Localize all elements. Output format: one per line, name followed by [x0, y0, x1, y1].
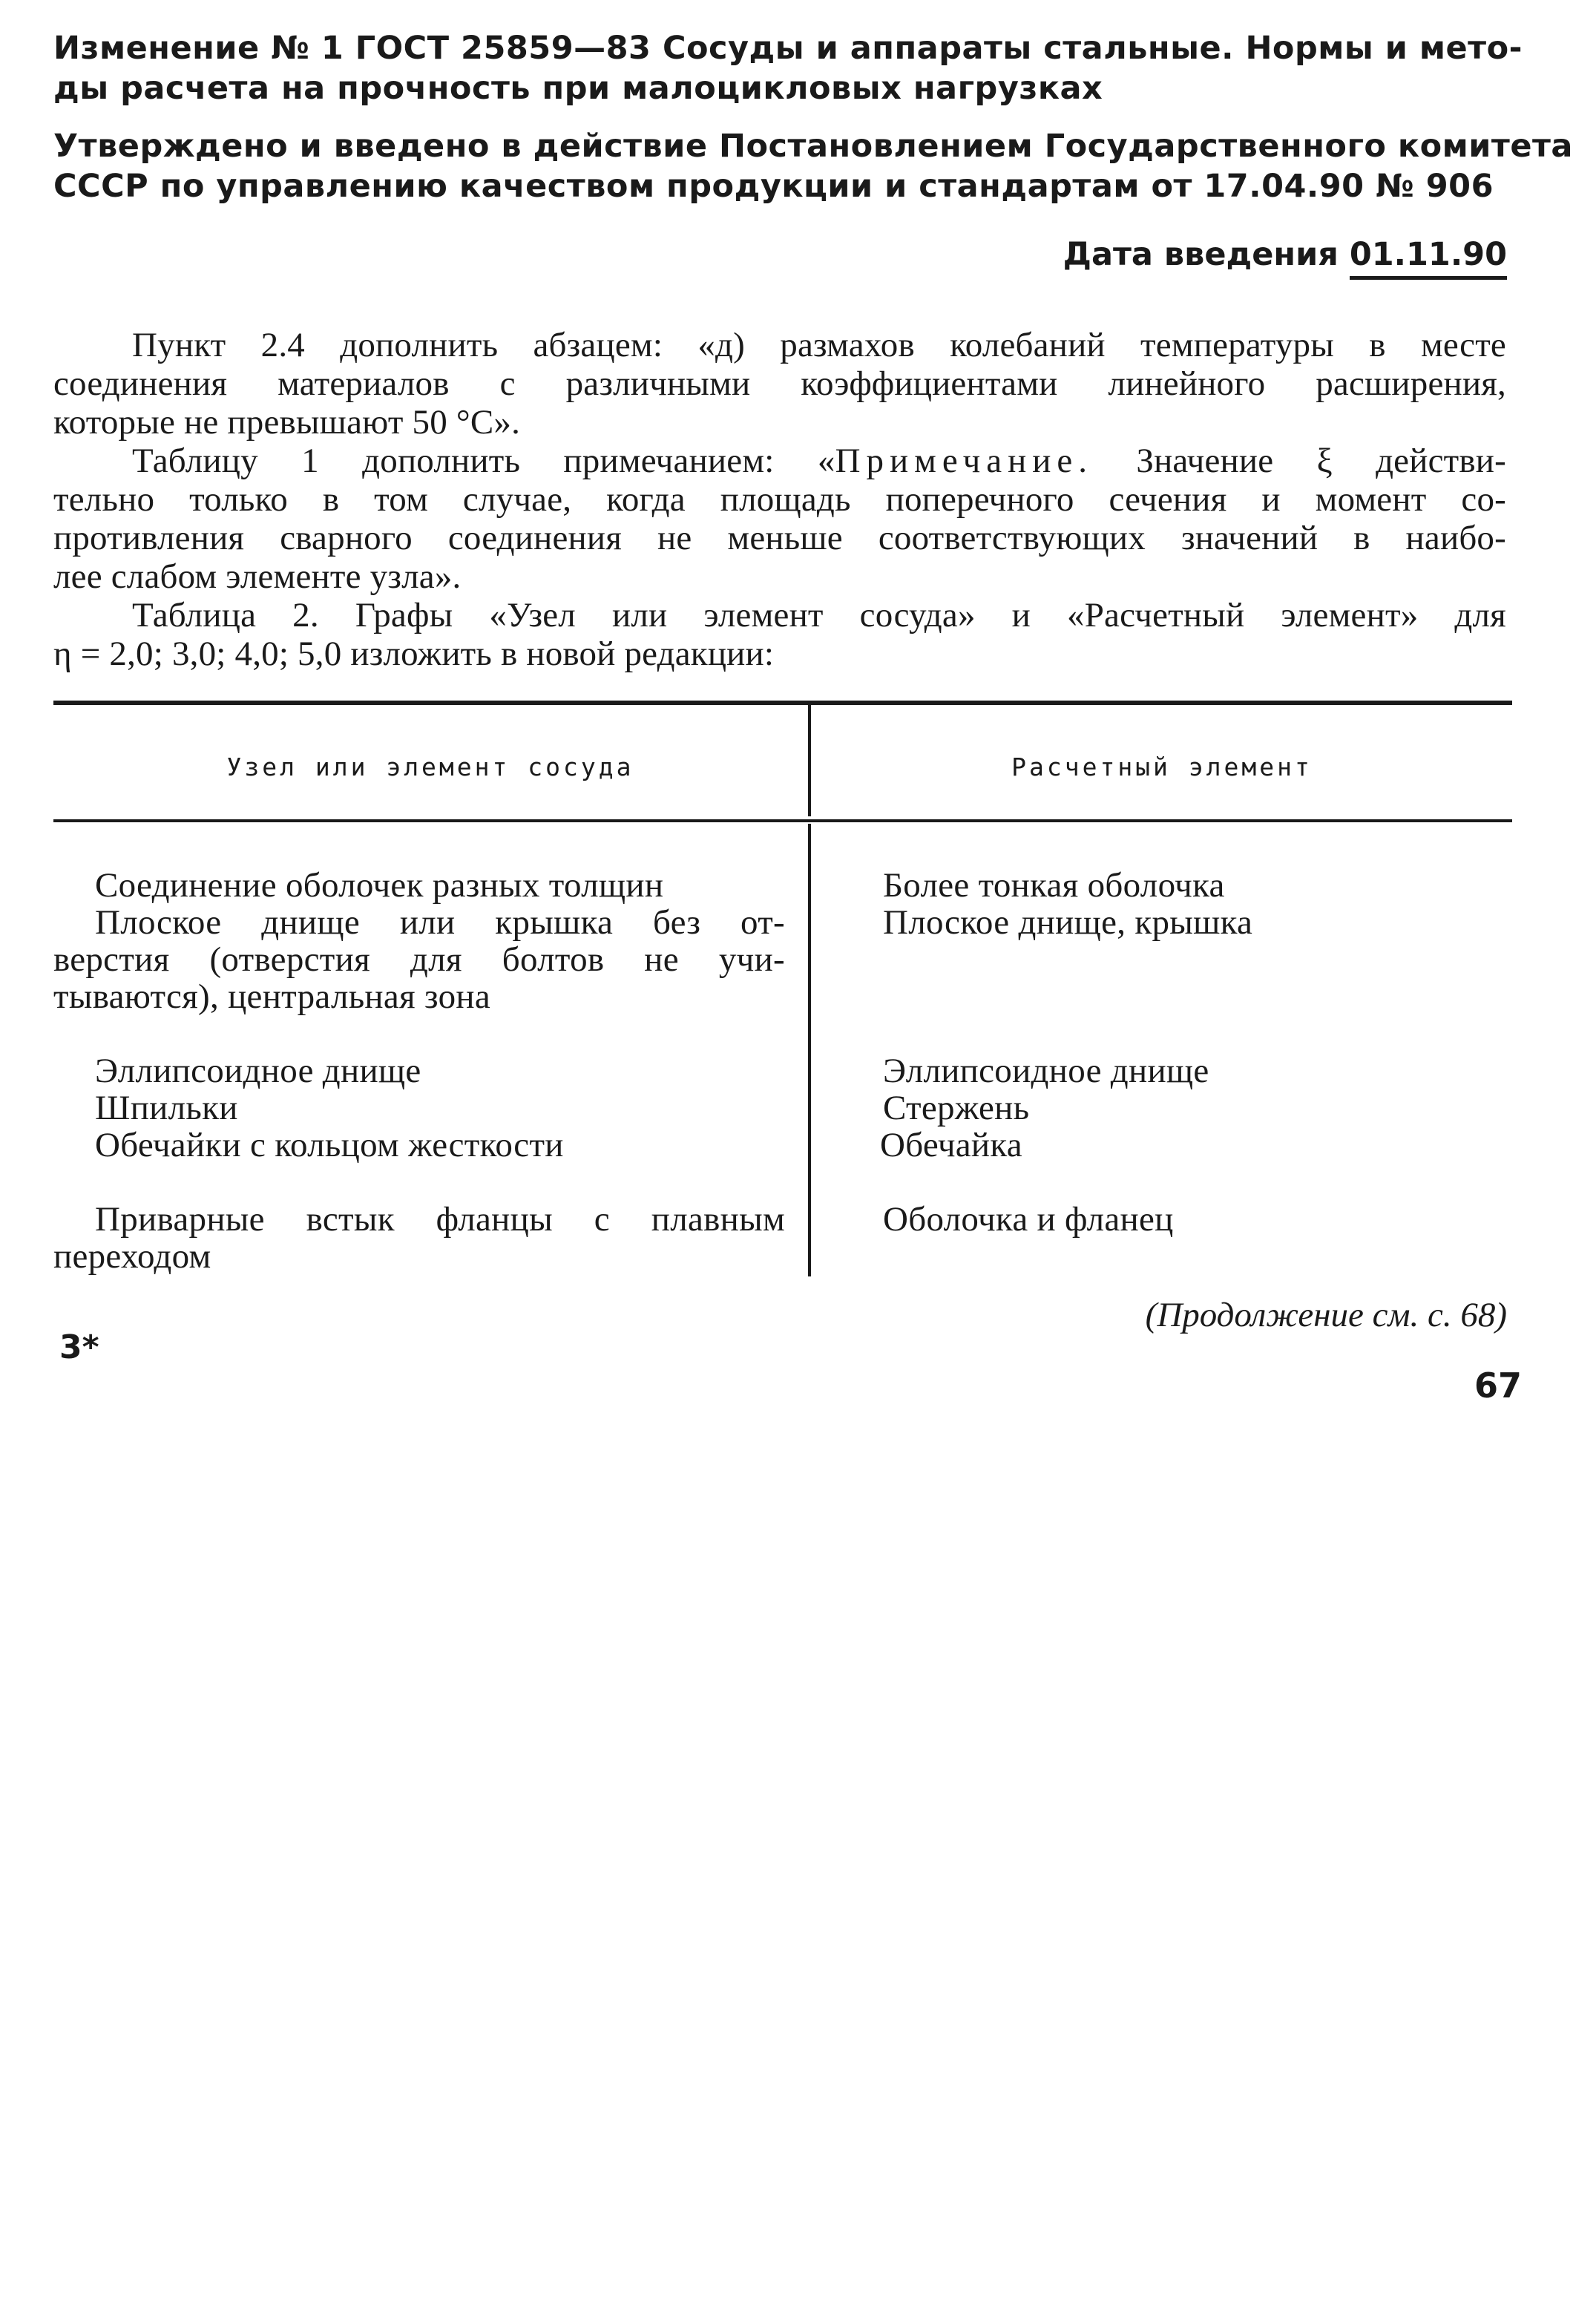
effective-date-value: 01.11.90 [1350, 236, 1507, 280]
effective-date [1063, 236, 1507, 273]
table-cell-left: Эллипсоидное днище [95, 1052, 421, 1090]
body-column-divider [808, 824, 811, 1276]
table-cell-right: Эллипсоидное днище [883, 1052, 1209, 1090]
table-cell-right: Плоское днище, крышка [883, 903, 1253, 942]
paragraph-2-intro: Таблицу 1 дополнить примечанием: « [132, 442, 835, 480]
title-line-1: Изменение № 1 ГОСТ 25859—83 Сосуды и аппараты стальные. Нормы и мето- [53, 30, 1523, 67]
table-cell-left: Приварные встык фланцы с плавным [95, 1200, 785, 1239]
title-line-2: ды расчета на прочность при малоцикловых нагрузках [53, 70, 1103, 107]
table-header-rule [53, 819, 1512, 822]
signature-mark: 3* [59, 1328, 99, 1366]
continuation-note: (Продолжение см. с. 68) [1145, 1296, 1507, 1334]
paragraph-3-line-2: η = 2,0; 3,0; 4,0; 5,0 изложить в новой редакции: [53, 635, 775, 673]
paragraph-2-line-4: лее слабом элементе узла». [53, 557, 462, 596]
table-header-node: Узел или элемент сосуда [226, 753, 634, 781]
approval-line-2: СССР по управлению качеством продукции и стандартам от 17.04.90 № 906 [53, 168, 1494, 205]
approval-line-1: Утверждено и введено в действие Постановлением Государственного комитета [53, 128, 1573, 165]
paragraph-3-line-1: Таблица 2. Графы «Узел или элемент сосуда» и «Расчетный элемент» для [132, 596, 1506, 635]
paragraph-1-line-1: Пункт 2.4 дополнить абзацем: «д) размахов колебаний температуры в месте [132, 326, 1506, 364]
note-word: Примечание. [835, 442, 1094, 480]
header-column-divider [808, 705, 811, 816]
page-number: 67 [1474, 1366, 1522, 1406]
paragraph-1-line-2: соединения материалов с различными коэффициентами линейного расширения, [53, 364, 1506, 403]
table-cell-left: Шпильки [95, 1089, 238, 1127]
table-cell-right: Более тонкая оболочка [883, 866, 1225, 905]
table-cell-left: Плоское днище или крышка без от- [95, 903, 785, 942]
table-cell-right: Обечайка [880, 1126, 1022, 1164]
paragraph-2-line-1 [132, 441, 1506, 481]
paragraph-2-value: Значение ξ действи- [1093, 442, 1506, 480]
table-header-design-element: Расчетный элемент [1011, 753, 1313, 781]
table-cell-left: Обечайки с кольцом жесткости [95, 1126, 564, 1164]
paragraph-2-line-2: тельно только в том случае, когда площадь поперечного сечения и момент со- [53, 480, 1506, 519]
table-cell-left: Соединение оболочек разных толщин [95, 866, 664, 905]
table-cell-left: переходом [53, 1237, 211, 1276]
table-cell-right: Стержень [883, 1089, 1030, 1127]
table-cell-left: верстия (отверстия для болтов не учи- [53, 940, 785, 979]
table-top-rule [53, 701, 1512, 705]
effective-date-label: Дата введения [1063, 236, 1339, 273]
table-cell-right: Оболочка и фланец [883, 1200, 1174, 1239]
paragraph-2-line-3: противления сварного соединения не меньше соответствующих значений в наибо- [53, 519, 1506, 557]
paragraph-1-line-3: которые не превышают 50 °С». [53, 403, 521, 442]
table-cell-left: тываются), центральная зона [53, 977, 491, 1016]
